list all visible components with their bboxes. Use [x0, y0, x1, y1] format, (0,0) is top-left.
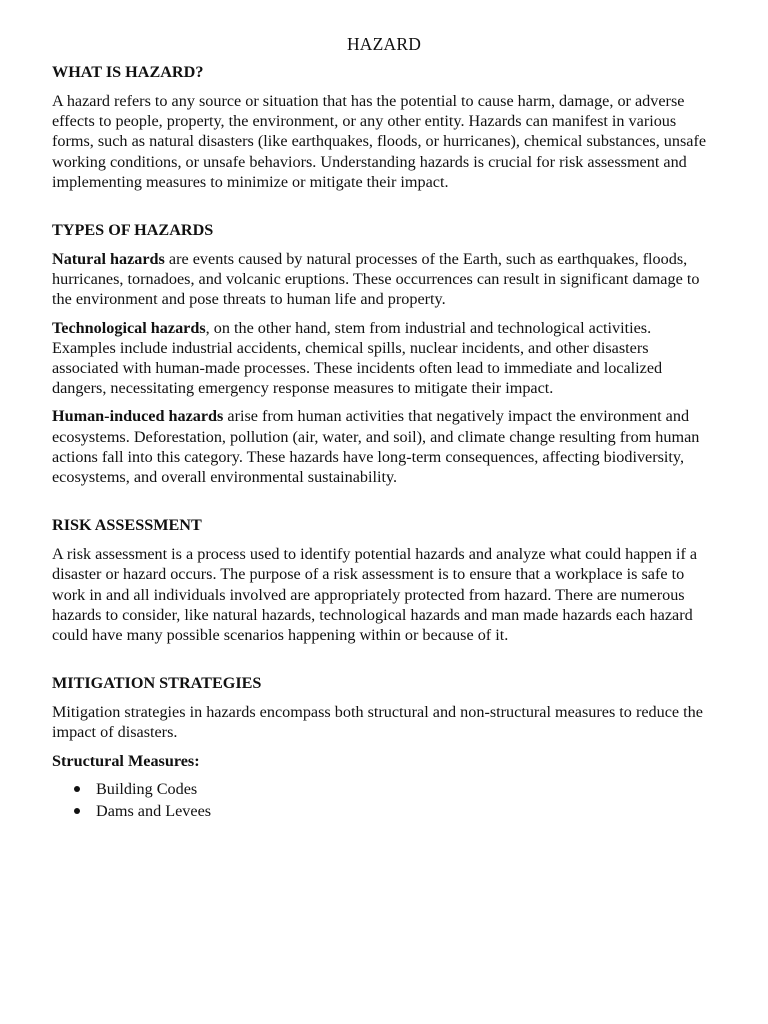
paragraph: Mitigation strategies in hazards encompass both structural and non-structural measures to reduce the impact of disasters.: [52, 703, 703, 742]
paragraph-text: , on the other hand, stem from industrial and technological activities. Examples include industrial accidents, chemical spills, nuclear incidents, and other disasters associated with human-made processes. These incidents often lead to immediate and localized dangers, necessitating emergency response measures to mitigate their impact.: [52, 318, 663, 398]
bullet-icon: [74, 808, 80, 814]
bullet-icon: [74, 786, 80, 792]
subheading-structural-measures: Structural Measures:: [52, 751, 200, 770]
term-human-induced-hazards: Human-induced hazards: [52, 407, 224, 426]
list-item: [74, 800, 716, 822]
section-heading: WHAT IS HAZARD?: [52, 63, 204, 81]
paragraph-text: are events caused by natural processes of the Earth, such as earthquakes, floods, hurricanes, tornadoes, and volcanic eruptions. These occurrences can result in significant damage to the environment and pose threats to human life and property.: [52, 250, 700, 309]
term-technological-hazards: Technological hazards: [52, 318, 206, 337]
section-types-of-hazards: [52, 220, 716, 487]
list-item-text: Dams and Levees: [96, 801, 212, 820]
section-risk-assessment: [52, 515, 716, 645]
document-title: HAZARD: [346, 34, 422, 54]
section-heading: RISK ASSESSMENT: [52, 516, 202, 535]
structural-measures-list: [52, 778, 716, 822]
paragraph: A hazard refers to any source or situation that has the potential to cause harm, damage, or adverse effects to people, property, the environment, or any other entity. Hazards can manifest in various forms, such as natural disasters (like earthquakes, floods, or hurricanes), chemical substances, unsafe working conditions, or unsafe behaviors. Understanding hazards is crucial for risk assessment and implementing measures to minimize or mitigate their impact.: [52, 92, 707, 191]
section-heading: TYPES OF HAZARDS: [52, 221, 214, 240]
term-natural-hazards: Natural hazards: [52, 250, 165, 269]
paragraph: A risk assessment is a process used to identify potential hazards and analyze what could happen if a disaster or hazard occurs. The purpose of a risk assessment is to ensure that a workplace is safe to work in and all individuals involved are appropriately protected from hazard. There are numerous hazards to consider, like natural hazards, technological hazards and man made hazards each hazard could have many possible scenarios happening within or because of it.: [52, 545, 698, 645]
paragraph-text: arise from human activities that negatively impact the environment and ecosystems. Deforestation, pollution (air, water, and soil), and climate change resulting from human actions fall into this category. These hazards have long-term consequences, affecting biodiversity, ecosystems, and overall environmental sustainability.: [52, 407, 700, 487]
paragraph-natural-hazards: [52, 249, 716, 310]
paragraph-human-induced-hazards: [52, 406, 716, 487]
paragraph-technological-hazards: [52, 318, 716, 399]
list-item-text: Building Codes: [96, 779, 198, 798]
section-heading: MITIGATION STRATEGIES: [52, 674, 262, 693]
section-what-is-hazard: [52, 62, 716, 192]
list-item: [74, 778, 716, 800]
section-mitigation-strategies: [52, 673, 716, 821]
